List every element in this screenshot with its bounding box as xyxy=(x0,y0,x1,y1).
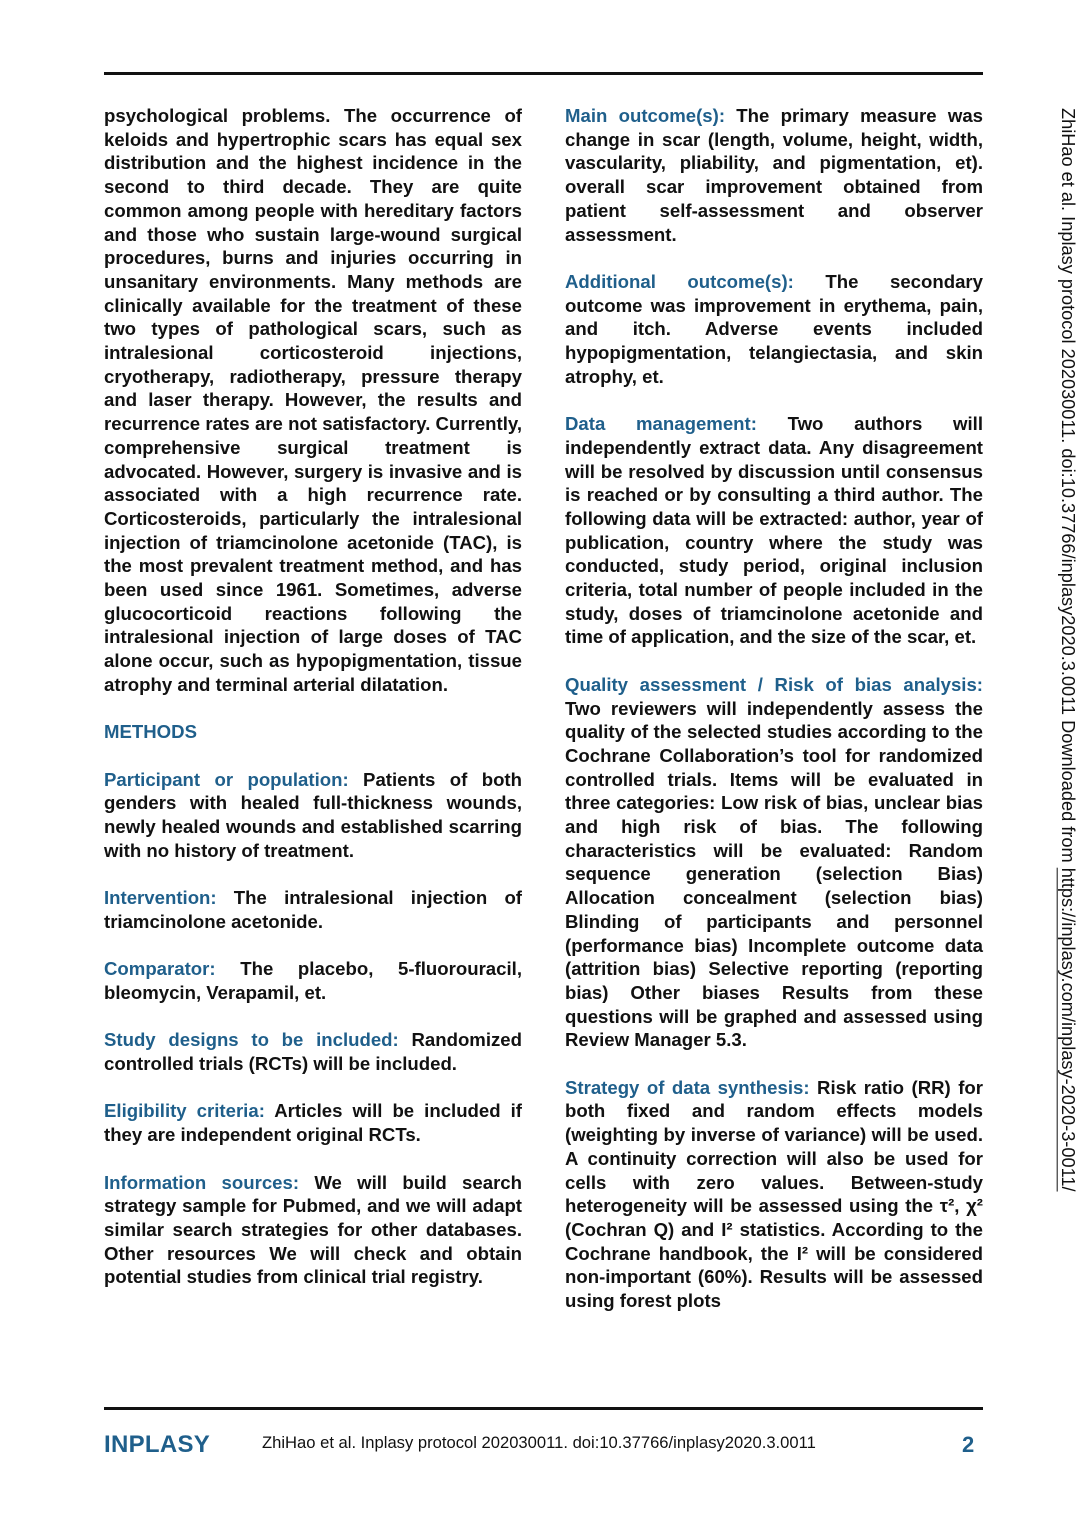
side-download-note xyxy=(1057,108,1079,1192)
footer-citation: ZhiHao et al. Inplasy protocol 202030011. doi:10.37766/inplasy2020.3.0011 xyxy=(262,1433,816,1452)
left-column xyxy=(104,104,522,1313)
data-management-paragraph xyxy=(565,412,983,649)
intervention-paragraph xyxy=(104,886,522,933)
information-sources-text: We will build search strategy sample for Pubmed, and we will adapt similar search strategies for other databases. Other resources We will check and obtain potential studies from clinical trial registry. xyxy=(104,1171,523,1288)
additional-outcomes-text: The secondary outcome was improvement in erythema, pain, and itch. Adverse events included hypopigmentation, telangiectasia, and skin atrophy, et. xyxy=(565,270,984,387)
data-synthesis-text: Risk ratio (RR) for both fixed and random effects models (weighting by inverse of variance) will be used. A continuity correction will also be used for cells with zero values. Between-study heterogeneity will be assessed using the τ², χ² (Cochran Q) and I² statistics. According to the Cochrane handbook, the I² will be considered non-important (60%). Results will be assessed using forest plots xyxy=(565,1076,983,1312)
study-designs-paragraph xyxy=(104,1028,522,1075)
methods-heading: METHODS xyxy=(104,721,197,743)
data-synthesis-label: Strategy of data synthesis: xyxy=(565,1076,810,1098)
comparator-text: The placebo, 5-fluorouracil, bleomycin, Verapamil, et. xyxy=(104,958,522,1003)
additional-outcomes-paragraph xyxy=(565,270,983,389)
bottom-rule xyxy=(104,1407,983,1410)
data-management-label: Data management: xyxy=(565,413,757,435)
study-designs-text: Randomized controlled trials (RCTs) will be included. xyxy=(104,1029,523,1075)
side-note-link[interactable]: https://inplasy.com/inplasy-2020-3-0011/ xyxy=(1058,867,1078,1192)
participants-paragraph xyxy=(104,768,522,863)
participants-text: Patients of both genders with healed full-thickness wounds, newly healed wounds and established scarring with no history of treatment. xyxy=(104,768,522,861)
page-number: 2 xyxy=(962,1432,975,1457)
top-rule xyxy=(104,72,983,75)
eligibility-label: Eligibility criteria: xyxy=(104,1100,265,1122)
side-note-text: ZhiHao et al. Inplasy protocol 202030011. doi:10.37766/inplasy2020.3.0011 Downloaded from xyxy=(1058,108,1078,868)
main-outcomes-paragraph xyxy=(565,104,983,246)
information-sources-paragraph xyxy=(104,1171,522,1290)
information-sources-label: Information sources: xyxy=(104,1171,300,1193)
right-column xyxy=(565,104,983,1336)
data-synthesis-paragraph xyxy=(565,1076,983,1313)
quality-assessment-paragraph xyxy=(565,673,983,1052)
main-outcomes-text: The primary measure was change in scar (length, volume, height, width, vascularity, pliability, and pigmentation, et). overall scar improvement obtained from patient self-assessment and observer assessment. xyxy=(565,105,983,245)
comparator-label: Comparator: xyxy=(104,958,216,980)
main-outcomes-label: Main outcome(s): xyxy=(565,105,726,126)
additional-outcomes-label: Additional outcome(s): xyxy=(565,270,794,292)
participants-label: Participant or population: xyxy=(104,768,349,790)
data-management-text: Two authors will independently extract data. Any disagreement will be resolved by discussion until consensus is reached or by consulting a third author. The following data will be extracted: author, year of publication, country where the study was conducted, study period, original inclusion criteria, total number of people included in the study, doses of triamcinolone acetonide and time of application, and the size of the scar, et. xyxy=(565,413,983,648)
eligibility-text: Articles will be included if they are independent original RCTs. xyxy=(104,1100,522,1146)
intervention-label: Intervention: xyxy=(104,887,217,909)
intro-paragraph: psychological problems. The occurrence of keloids and hypertrophic scars has equal sex distribution and the highest incidence in the second to third decade. They are quite common among people with hereditary factors and those who sustain large-wound surgical procedures, burns and injuries occurring in unsanitary environments. Many methods are clinically available for the treatment of these two types of pathological scars, such as intralesional corticosteroid injections, cryotherapy, radiotherapy, pressure therapy and laser therapy. However, the results and recurrence rates are not satisfactory. Currently, comprehensive surgical treatment is advocated. However, surgery is invasive and is associated with a high recurrence rate. Corticosteroids, particularly the intralesional injection of triamcinolone acetonide (TAC), is the most prevalent treatment method, and has been used since 1961. Sometimes, adverse glucocorticoid reactions following the intralesional injection of large doses of TAC alone occur, such as hypopigmentation, tissue atrophy and terminal arterial dilatation. xyxy=(104,105,522,695)
comparator-paragraph xyxy=(104,957,522,1004)
intervention-text: The intralesional injection of triamcinolone acetonide. xyxy=(104,887,522,932)
footer-brand: INPLASY xyxy=(104,1431,211,1458)
eligibility-paragraph xyxy=(104,1099,522,1146)
study-designs-label: Study designs to be included: xyxy=(104,1029,399,1051)
quality-assessment-label: Quality assessment / Risk of bias analysis: xyxy=(565,673,983,695)
quality-assessment-text: Two reviewers will independently assess the quality of the selected studies according to the Cochrane Collaboration’s tool for randomized controlled trials. Items will be evaluated in three categories: Low risk of bias, unclear bias and high risk of bias. The following characteristics will be evaluated: Random sequence generation (selection Bias) Allocation concealment (selection bias) Blinding of participants and personnel (performance bias) Incomplete outcome data (attrition bias) Selective reporting (reporting bias) Other biases Results from these questions will be graphed and assessed using Review Manager 5.3. xyxy=(565,697,983,1051)
